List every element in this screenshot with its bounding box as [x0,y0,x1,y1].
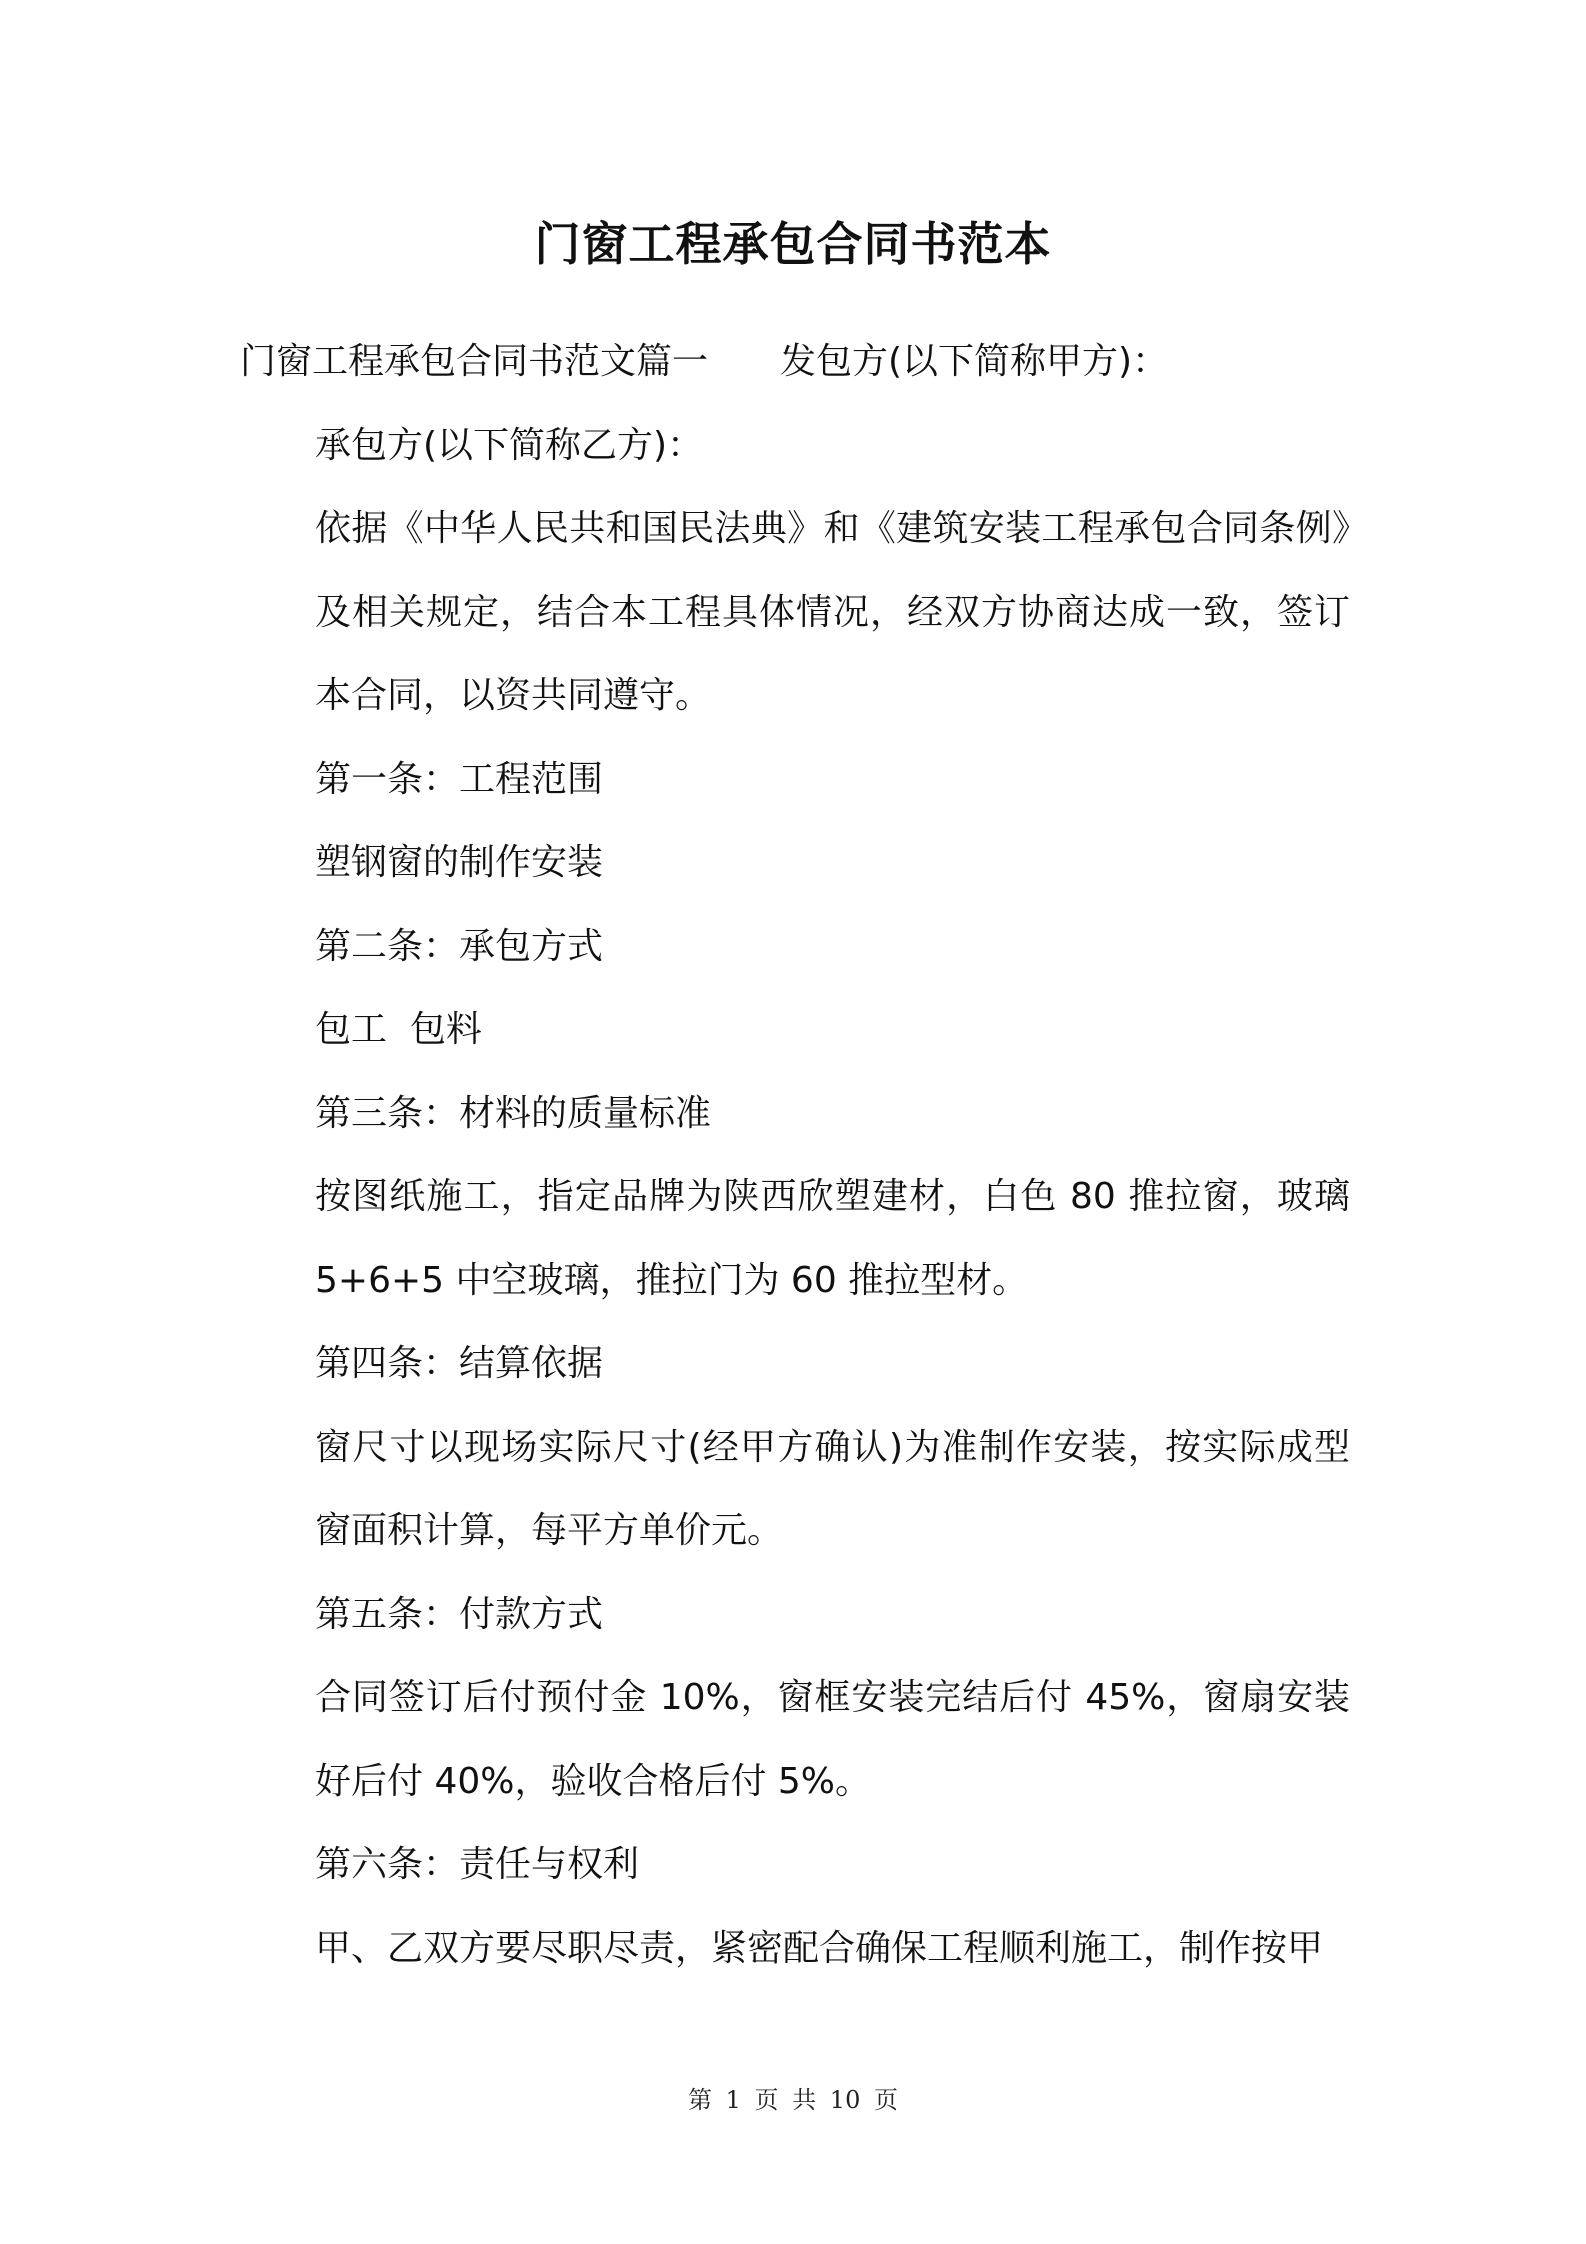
article-5-heading: 第五条：付款方式 [315,1593,604,1635]
article-4-body: 窗尺寸以现场实际尺寸(经甲方确认)为准制作安装，按实际成型窗面积计算，每平方单价元。 [315,1426,1350,1551]
party-a-label: 发包方(以下简称甲方)： [780,341,1169,382]
article-6-body: 甲、乙双方要尽职尽责，紧密配合确保工程顺利施工，制作按甲 [315,1927,1324,1969]
party-b-label: 承包方(以下简称乙方)： [315,424,704,466]
article-4-heading: 第四条：结算依据 [315,1343,604,1384]
article-6-heading: 第六条：责任与权利 [315,1844,640,1885]
article-5-body: 合同签订后付预付金 10%，窗框安装完结后付 45%，窗扇安装好后付 40%，验收合格后付 5%。 [315,1677,1350,1802]
document-title: 门窗工程承包合同书范本 [534,217,1052,271]
article-1-body: 塑钢窗的制作安装 [315,842,604,883]
article-2-heading: 第二条：承包方式 [315,925,604,967]
section-heading: 门窗工程承包合同书范文篇一 [240,341,709,382]
paragraph-basis: 依据《中华人民共和国民法典》和《建筑安装工程承包合同条例》及相关规定，结合本工程具体情况，经双方协商达成一致，签订本合同，以资共同遵守。 [315,508,1350,716]
intro-line [240,320,1350,404]
article-3-heading: 第三条：材料的质量标准 [315,1092,712,1134]
document-body [240,320,1350,1990]
article-1-heading: 第一条：工程范围 [315,758,604,800]
article-2-body: 包工 包料 [315,1009,482,1050]
page-number-footer: 第 1 页 共 10 页 [688,2086,898,2114]
article-3-body: 按图纸施工，指定品牌为陕西欣塑建材，白色 80 推拉窗，玻璃 5+6+5 中空玻璃，推拉门为 60 推拉型材。 [315,1176,1350,1301]
